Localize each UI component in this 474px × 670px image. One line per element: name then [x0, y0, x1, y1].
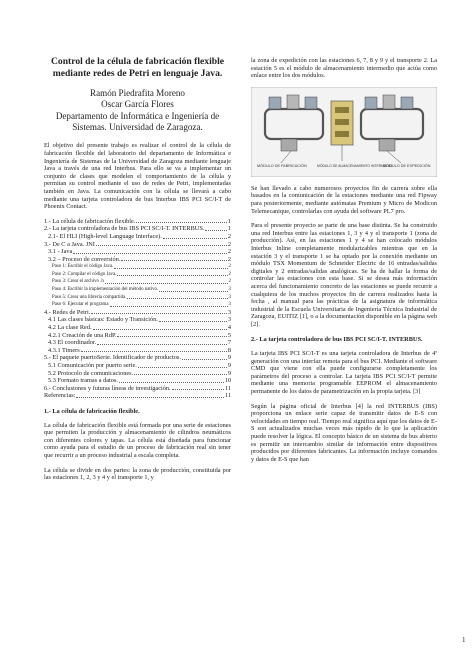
toc-entry-label: 1.- La célula de fabricación flexible.	[44, 217, 136, 225]
paragraph: La célula de fabricación flexible está formada por una serie de estaciones que permiten la producción y almacenamiento de cilindros neumáticos con diferentes colores y tapas. La célula está diseñada para funcionar como ayuda para el estudio de un proceso de fabricación real sin tener que recurrir a un proceso industrial a escala completa.	[44, 421, 231, 459]
paragraph: La célula se divide en dos partes: la zona de producción, constituida por las estaciones 1, 2, 3 y 4 y el transporte 1, y	[44, 466, 231, 482]
toc-leader-dots	[114, 268, 227, 269]
section-heading: 1.- La célula de fabricación flexible.	[44, 407, 140, 415]
toc-entry	[44, 354, 231, 362]
paragraph: Para el presente proyecto se parte de una base distinta. Se ha construido una red Interbus entre las estaciones 1, 3 y 4 y el transporte 1 (zona de producción). Así, en las estaciones 1 y 4 se han colocado módulos Interbus Inline completamente modularizables mientras que en la estación 3 y el transporte 1 se ha optado por la conexión mediante un módulo TSX Momentum de Schneider Electric de 16 entradas/salidas digitales y 2 entradas/salidas analógicas. Se ha de hallar la forma de controlar las estaciones con esta base. Si se desea más información acerca del funcionamiento concreto de las estaciones se puede recurrir a cualquiera de los muchos proyectos fin de carrera realizados hasta la fecha , al manual para las prácticas de la asignatura de informática industrial de la Escuela Universitaria de Ingeniería Técnica Industrial de Zaragoza, EUITIZ [1], o a la documentación disponible en la página web [2].	[251, 222, 437, 328]
cell-diagram	[251, 87, 437, 177]
toc-leader-dots	[110, 306, 228, 307]
toc-entry-page: 3	[228, 294, 231, 300]
toc-leader-dots	[138, 367, 227, 368]
figure-label-middle: MÓDULO DE ALMACENAMIENTO INTERMEDIO	[317, 163, 393, 168]
toc-entry-page: 1	[227, 225, 231, 233]
toc-entry	[44, 332, 231, 340]
toc-entry-page: 9	[227, 354, 231, 362]
toc-entry	[44, 225, 231, 233]
toc-entry-label: 3.- De C a Java. JNI	[44, 240, 95, 248]
toc-entry-page: 3	[227, 316, 231, 324]
toc-entry	[44, 241, 231, 249]
toc-entry-page: 9	[227, 369, 231, 377]
author-name: Oscar García Flores	[101, 99, 174, 110]
toc-entry-label: 4.2.1 Creación de una RdP.	[48, 331, 117, 339]
toc-entry-page: 3	[227, 308, 231, 316]
toc-leader-dots	[93, 329, 227, 330]
toc-entry-label: 4.1 Las clases básicas: Estado y Transición.	[48, 316, 158, 324]
toc-entry	[44, 392, 231, 400]
toc-leader-dots	[96, 245, 227, 246]
toc-entry-page: 2	[228, 279, 231, 285]
toc-leader-dots	[105, 283, 228, 284]
toc-leader-dots	[121, 260, 226, 261]
toc-entry-label: Referencias:	[44, 392, 76, 400]
toc-entry	[44, 309, 231, 317]
toc-entry	[44, 233, 231, 241]
toc-entry-label: 2.- La tarjeta controladora de bus IBS PCI SC/I-T. INTERBUS.	[44, 225, 205, 233]
toc-leader-dots	[76, 397, 223, 398]
toc-entry-page: 2	[227, 232, 231, 240]
toc-entry-label: 3.1 - Java	[48, 248, 73, 256]
toc-leader-dots	[205, 230, 226, 231]
toc-leader-dots	[159, 321, 227, 322]
toc-leader-dots	[117, 336, 226, 337]
toc-entry-label: Paso 4: Escribir la implementación del método nativo.	[52, 287, 159, 293]
paragraph: Según la página oficial de Interbus [4] la red INTERBUS (IBS) proporciona un enlace serie capaz de transmitir datos de E-S con velocidades en tiempo real. Tiempo real significa aquí que los datos de E-S son actualizados muchas veces más rápido de lo que la aplicación puede resolver la lógica. El concepto básico de un sistema de bus abierto es permitir un intercambio similar de información entre dispositivos producidos por diferentes fabricantes. La información incluye comandos y datos de E-S que han	[251, 402, 437, 463]
toc-entry-label: 4.3.1 Timers	[48, 346, 80, 354]
toc-entry	[44, 271, 231, 279]
paragraph: la zona de expedición con las estaciones 6, 7, 8 y 9 y el transporte 2. La estación 5 es el módulo de almacenamiento intermedio que actúa como enlace entre los dos módulos.	[251, 57, 437, 80]
left-column	[44, 56, 231, 489]
toc-entry-label: 5.1 Comunicación por puerto serie.	[48, 362, 137, 369]
paragraph: Se han llevado a cabo numerosos proyectos fin de carrera sobre ella basados en la comunicación de la estaciones mediante una red Fipway para posteriormente, mediante autómatas Premium y Micro de Modicon Telemecanique, controlarlas con ayuda del software PL7 pro.	[251, 184, 437, 215]
toc-entry	[44, 347, 231, 355]
right-column	[251, 57, 437, 470]
table-of-contents	[44, 218, 231, 400]
toc-entry-page: 2	[228, 264, 231, 270]
toc-entry	[44, 362, 231, 370]
toc-entry-label: Paso 3: Crear el archivo .h	[52, 279, 104, 285]
toc-leader-dots	[97, 344, 227, 345]
toc-leader-dots	[127, 298, 227, 299]
toc-leader-dots	[182, 359, 227, 360]
toc-entry	[44, 301, 231, 309]
section-heading: 2.- La tarjeta controladora de bus IBS PCI SC/I-T. INTERBUS.	[251, 336, 423, 344]
toc-entry-page: 5	[227, 331, 231, 339]
affiliation: Departamento de Informática e Ingeniería de Sistemas. Universidad de Zaragoza.	[55, 110, 220, 133]
toc-entry	[44, 370, 231, 378]
toc-entry-label: Paso 5: Crear una librería compartida.	[52, 294, 127, 300]
toc-entry-label: Paso 1: Escribir el código Java.	[52, 264, 114, 270]
toc-entry	[44, 218, 231, 226]
paragraph: La tarjeta IBS PCI SC/I-T es una tarjeta controladora de Interbus de 4ª generación con una interfaz remota para el bus PCI. Mediante el software CMD que viene con ella puede configurarse completamente los parámetros del proceso a controlar. La tarjeta IBS PCI SC/I-T permite mediante una memoria programable EEPROM el almacenamiento permanente de los datos de parametrización en la propia tarjeta. [3]	[251, 350, 437, 396]
toc-entry-page: 3	[228, 287, 231, 293]
toc-leader-dots	[172, 389, 224, 390]
toc-leader-dots	[73, 253, 227, 254]
toc-entry-page: 3	[228, 302, 231, 308]
toc-entry	[44, 339, 231, 347]
toc-entry-label: 5.- El paquete puertoSerie. Identificador de productos.	[44, 354, 181, 362]
toc-entry-label: Paso 6: Ejecutar el programa	[52, 302, 109, 308]
toc-entry-label: Paso 2: Compilar el código Java.	[52, 271, 117, 277]
toc-entry	[44, 294, 231, 302]
toc-leader-dots	[117, 275, 227, 276]
author-name: Ramón Piedrafita Moreno	[90, 88, 185, 99]
toc-entry-label: 2.1- El HLI (High-level Language Interface).	[48, 232, 162, 240]
toc-entry	[44, 286, 231, 294]
toc-entry-page: 7	[227, 339, 231, 347]
toc-leader-dots	[134, 374, 227, 375]
toc-entry-label: 4.2 La clase Red.	[48, 324, 92, 332]
toc-entry	[44, 324, 231, 332]
toc-entry-label: 5.3 Formato tramas a datos.	[48, 377, 118, 385]
toc-entry-page: 10	[224, 377, 231, 385]
toc-entry	[44, 278, 231, 286]
toc-entry-page: 9	[227, 362, 231, 369]
toc-leader-dots	[136, 222, 226, 223]
paper-title: Control de la célula de fabricación flexible mediante redes de Petri en lenguaje Java.	[50, 56, 225, 79]
figure-label-left: MÓDULO DE FABRICACIÓN	[257, 163, 307, 168]
toc-entry-label: 4.- Redes de Petri.	[44, 308, 91, 316]
author-block	[44, 88, 231, 133]
toc-entry	[44, 256, 231, 264]
toc-leader-dots	[91, 313, 227, 314]
toc-entry	[44, 263, 231, 271]
toc-entry-page: 11	[224, 392, 231, 400]
cell-diagram-figure	[251, 87, 437, 177]
toc-entry	[44, 248, 231, 256]
page-number: 1	[462, 636, 466, 644]
toc-entry-page: 8	[227, 346, 231, 354]
abstract: El objetivo del presente trabajo es realizar el control de la célula de fabricación flexible del laboratorio del departamento de Informática e Ingeniería de Sistemas de la Universidad de Zaragoza mediante lenguaje Java a través de una red Interbus. Para ello se va a implementar un conjunto de clases que modelen el comportamiento de la célula y permitan su control mediante el uso de redes de Petri, implementadas también en Java. La comunicación con la célula se llevará a cabo mediante una tarjeta controladora de bus Interbus IBS PCI SC/I-T de Phoenix Contact.	[44, 142, 231, 211]
toc-entry-label: 6.- Conclusiones y futuras líneas de investigación.	[44, 384, 171, 392]
toc-entry	[44, 385, 231, 393]
figure-label-right: MÓDULO DE EXPEDICIÓN	[383, 163, 431, 168]
toc-entry-label: 5.2 Protocolo de comunicaciones.	[48, 369, 134, 377]
toc-leader-dots	[159, 291, 227, 292]
toc-entry-page: 2	[228, 271, 231, 277]
toc-entry-page: 2	[227, 255, 231, 263]
toc-leader-dots	[81, 351, 227, 352]
toc-entry	[44, 316, 231, 324]
toc-entry-page: 11	[224, 384, 231, 392]
toc-leader-dots	[163, 238, 227, 239]
toc-entry-page: 1	[227, 217, 231, 225]
toc-leader-dots	[119, 382, 224, 383]
toc-entry-label: 4.3 El coordinador.	[48, 339, 97, 347]
toc-entry-page: 2	[227, 248, 231, 256]
toc-entry-page: 4	[227, 324, 231, 332]
toc-entry-label: 3.2 – Proceso de conversión.	[48, 255, 121, 263]
toc-entry	[44, 377, 231, 385]
toc-entry-page: 2	[227, 240, 231, 248]
